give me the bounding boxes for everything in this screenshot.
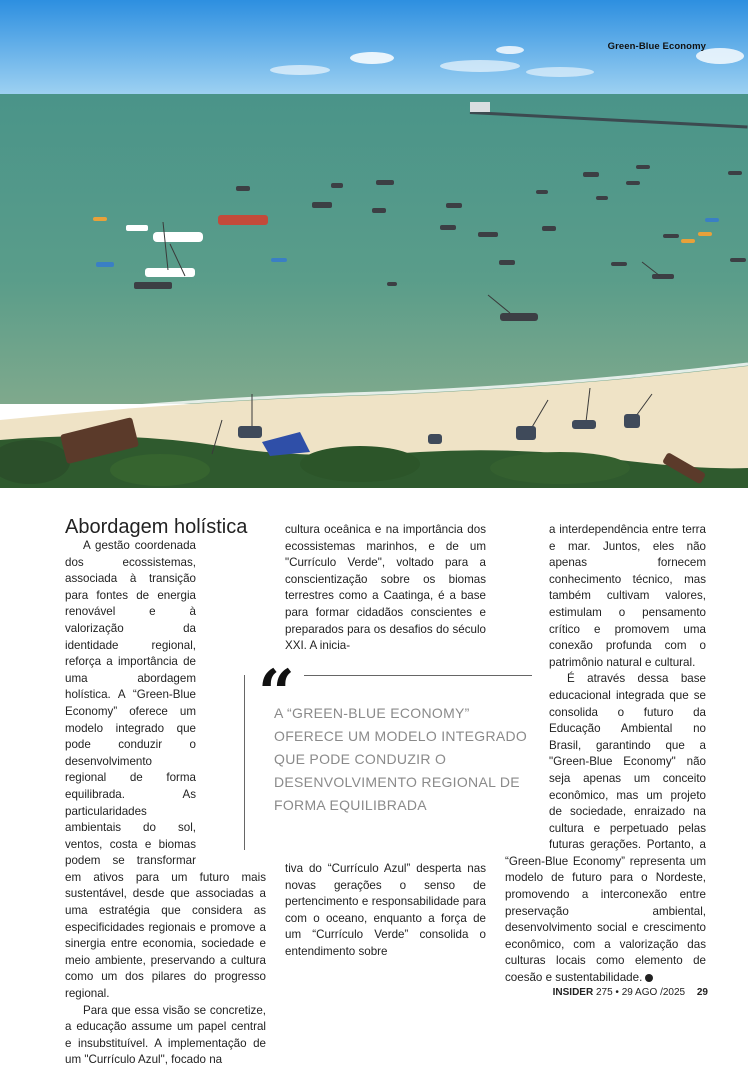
paragraph: a interdependência entre terra e mar. Juntos, eles não apenas fornecem conhecimento técnico, mas também cultivam valores, estimulam o pensamento crítico e promovem uma conexão profunda com o patrimônio natural e cultural. bbox=[549, 523, 706, 669]
column-2-bottom bbox=[285, 861, 486, 961]
article-heading: Abordagem holística bbox=[65, 516, 248, 538]
pull-quote bbox=[244, 656, 534, 855]
column-2-top bbox=[285, 522, 486, 655]
issue-info: 275 • 29 AGO /2025 bbox=[595, 987, 686, 998]
beach-photo bbox=[0, 0, 748, 488]
section-label: Green-Blue Economy bbox=[607, 41, 706, 52]
paragraph: É através dessa base educacional integrada que se consolida o futuro da Educação Ambiental no Brasil, garantindo que a "Green-Blue Economy" não seja apenas um conceito econômico, mas um projeto de sociedade, enraizado na cultura e perpetuado pelas futuras gerações. Portanto, a “Green-Blue Economy” representa um modelo de futuro para o Nordeste, promovendo a interconexão entre preservação ambiental, desenvolvimento social e crescimento econômico, com a valorização das culturas locais como elemento de coesão e sustentabilidade. bbox=[505, 672, 706, 985]
end-of-article-icon bbox=[645, 974, 653, 982]
paragraph: tiva do “Currículo Azul” desperta nas novas gerações o senso de pertencimento e responsabilidade para com o oceano, enquanto a força de um “Currículo Verde” consolida o entendimento sobre bbox=[285, 862, 486, 958]
column-1 bbox=[65, 538, 266, 1069]
page-number: 29 bbox=[696, 987, 708, 998]
quote-frame-line bbox=[304, 675, 532, 676]
page-footer bbox=[553, 987, 708, 998]
paragraph: A gestão coordenada dos ecossistemas, associada à transição para fontes de energia renovável e à valorização da identidade regional, reforça a importância de uma abordagem holística. A “Green-Blue Economy” oferece um modelo integrado que pode conduzir o desenvolvimento regional de forma equilibrada. As particularidades ambientais do sol, ventos, costa e biomas podem se transformar em ativos para um futuro mais sustentável, desde que associadas a uma estratégia que considera as especificidades regionais e promove a sinergia entre economia, sociedade e meio ambiente, preservando a cultura como um dos pilares do progresso regional. bbox=[65, 539, 266, 1001]
quote-marks-icon: “ bbox=[258, 656, 295, 731]
quote-frame-line bbox=[244, 675, 245, 850]
magazine-name: INSIDER bbox=[552, 987, 594, 998]
pull-quote-text: A “GREEN-BLUE ECONOMY” OFERECE UM MODELO INTEGRADO QUE PODE CONDUZIR O DESENVOLVIMENTO REGIONAL DE FORMA EQUILIBRADA bbox=[274, 705, 528, 813]
paragraph: cultura oceânica e na importância dos ecossistemas marinhos, e de um "Currículo Verde", voltado para a conscientização sobre os biomas terrestres como a Caatinga, é a base para formar cidadãos conscientes e preparados para os desafios do século XXI. A inicia- bbox=[285, 523, 486, 653]
paragraph: Para que essa visão se concretize, a educação assume um papel central e insubstituível. A implementação de um "Currículo Azul", focado na bbox=[65, 1003, 266, 1067]
